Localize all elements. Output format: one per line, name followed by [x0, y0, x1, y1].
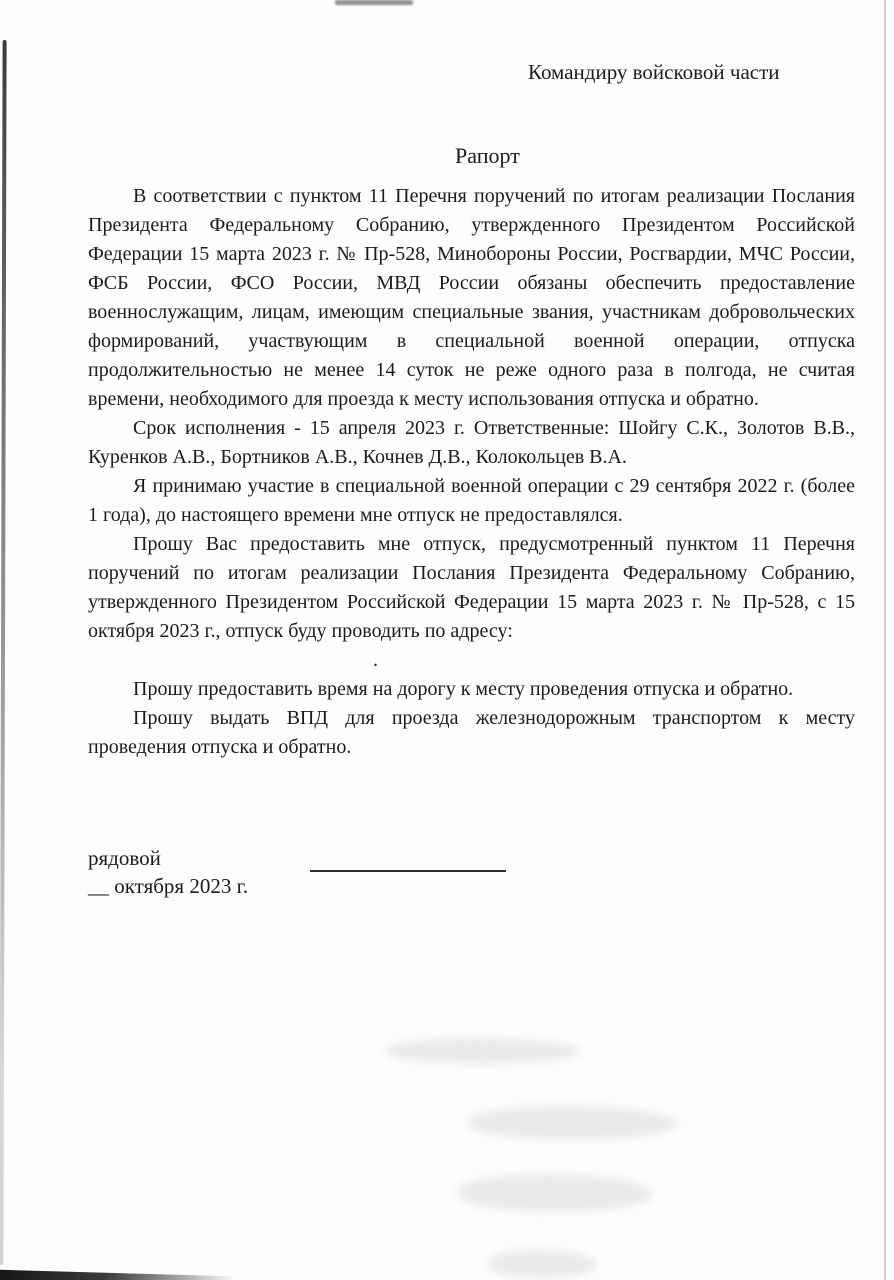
paragraph-service-statement: Я принимаю участие в специальной военной операции с 29 сентября 2022 г. (более 1 года), до настоящего времени мне отпуск не предоставлялся. — [88, 475, 855, 526]
scan-artifact-top-smudge — [335, 0, 413, 5]
paragraph-deadline-responsibles: Срок исполнения - 15 апреля 2023 г. Ответственные: Шойгу С.К., Золотов В.В., Куренков А.В., Бортников А.В., Кочнев Д.В., Колокольцев В.А. — [88, 417, 855, 468]
bleed-through-smudge — [487, 1250, 597, 1278]
paragraph-vpd-request: Прошу выдать ВПД для проезда железнодорожным транспортом к месту проведения отпуска и обратно. — [88, 707, 855, 758]
paragraph-leave-request: Прошу Вас предоставить мне отпуск, предусмотренный пунктом 11 Перечня поручений по итогам реализации Послания Президента Федеральному Собранию, утвержденного Президентом Российской Федерации 15 марта 2023 г. № Пр-528, с 15 октября 2023 г., отпуск буду проводить по адресу: — [88, 533, 855, 642]
rank-label: рядовой — [88, 846, 161, 870]
scan-artifact-bottom-strip — [0, 1268, 235, 1280]
scan-artifact-left-edge — [0, 40, 7, 1265]
paragraph-travel-time-request: Прошу предоставить время на дорогу к месту проведения отпуска и обратно. — [133, 678, 794, 700]
bleed-through-smudge — [385, 1038, 580, 1064]
date-line: __ октября 2023 г. — [88, 874, 249, 898]
document-title: Рапорт — [455, 143, 520, 168]
addressee-line: Командиру войсковой части — [528, 60, 780, 84]
signature-row — [88, 846, 588, 876]
document-body — [88, 182, 855, 762]
scan-artifact-right-edge — [884, 0, 886, 1280]
bleed-through-smudge — [458, 1174, 653, 1212]
bleed-through-smudge — [468, 1106, 678, 1140]
paragraph-basis: В соответствии с пунктом 11 Перечня поручений по итогам реализации Послания Президента Федеральному Собранию, утвержденного Президентом Российской Федерации 15 марта 2023 г. № Пр-528, Минобороны России, Росгвардии, МЧС России, ФСБ России, ФСО России, МВД России обязаны обеспечить предоставление военнослужащим, лицам, имеющим специальные звания, участникам добровольческих формирований, участвующим в специальной военной операции, отпуска продолжительностью не менее 14 суток не реже одного раза в полгода, не считая времени, необходимого для проезда к месту использования отпуска и обратно. — [88, 185, 855, 410]
address-placeholder-dot: . — [373, 649, 378, 671]
signature-blank-line — [310, 846, 506, 872]
